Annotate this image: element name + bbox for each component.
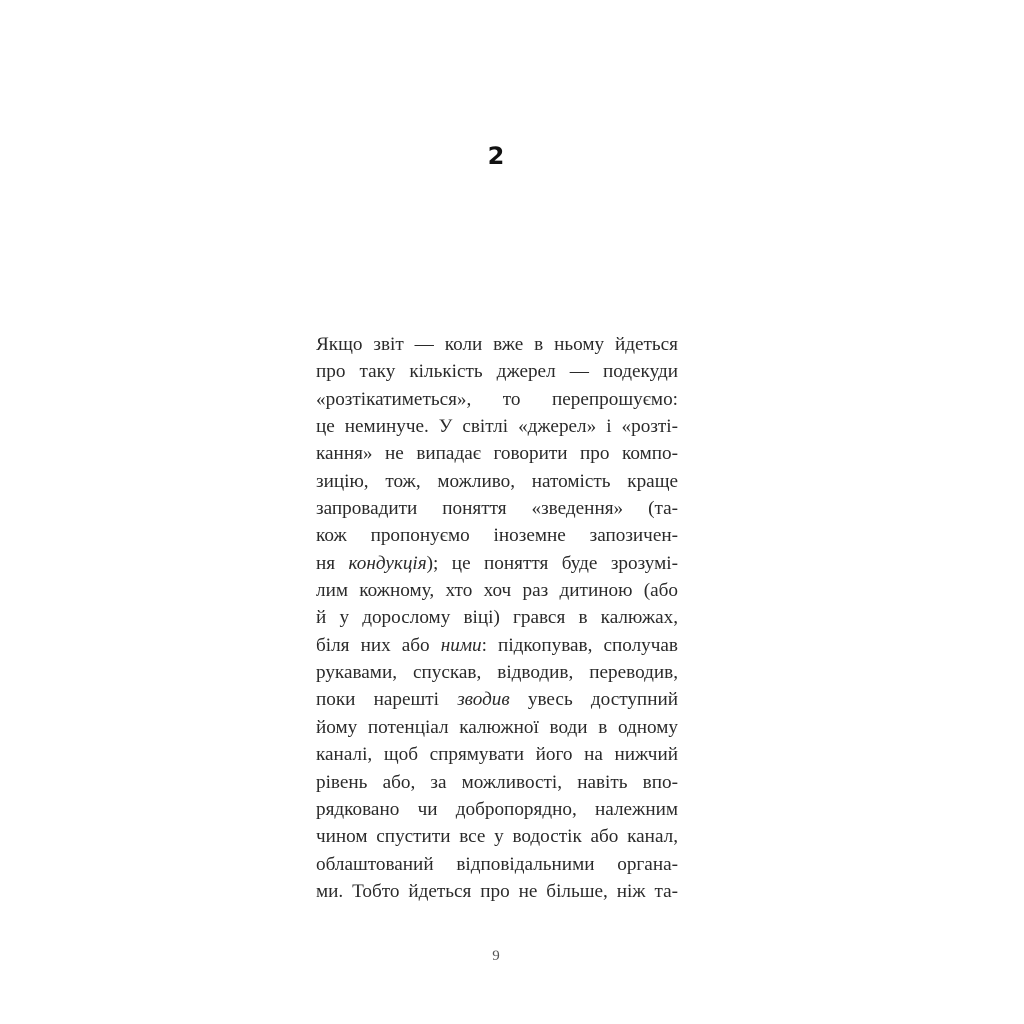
text-line: «розтікатиметься», то перепрошуємо: — [316, 388, 678, 410]
text-line: кож пропонуємо іноземне запозичен- — [316, 525, 678, 547]
text-line: це неминуче. У світлі «джерел» і «розті- — [316, 416, 678, 438]
text-line: лим кожному, хто хоч раз дитиною (або — [316, 580, 678, 602]
text-line: й у дорослому віці) грався в калюжах, — [316, 607, 678, 629]
body-paragraph — [316, 331, 678, 905]
text-line: рядковано чи добропорядно, належним — [316, 798, 678, 820]
text-line: йому потенціал калюжної води в одному — [316, 716, 678, 738]
page-number: 9 — [492, 948, 500, 964]
text-line: запровадити поняття «зведення» (та- — [316, 498, 678, 520]
chapter-number: 2 — [487, 142, 505, 170]
text-line: ми. Тобто йдеться про не більше, ніж та- — [316, 880, 678, 902]
italic-term: зводив — [457, 689, 510, 711]
text-line: ня кондукція); це поняття буде зрозумі- — [316, 552, 678, 574]
text-line: рівень або, за можливості, навіть впо- — [316, 771, 678, 793]
italic-term: кондукція — [348, 552, 427, 574]
text-line: чином спустити все у водостік або канал, — [316, 826, 678, 848]
text-line: біля них або ними: підкопував, сполучав — [316, 634, 678, 656]
text-line: поки нарешті зводив увесь доступний — [316, 689, 679, 711]
text-line: Якщо звіт — коли вже в ньому йдеться — [316, 334, 678, 355]
text-line: про таку кількість джерел — подекуди — [316, 361, 678, 383]
italic-term: ними — [440, 634, 482, 656]
text-line: кання» не випадає говорити про компо- — [316, 443, 678, 465]
text-line: облаштований відповідальними органа- — [316, 853, 678, 875]
text-line: каналі, щоб спрямувати його на нижчий — [316, 744, 678, 766]
text-line: зицію, тож, можливо, натомість краще — [316, 470, 678, 492]
text-line: рукавами, спускав, відводив, переводив, — [316, 662, 678, 684]
